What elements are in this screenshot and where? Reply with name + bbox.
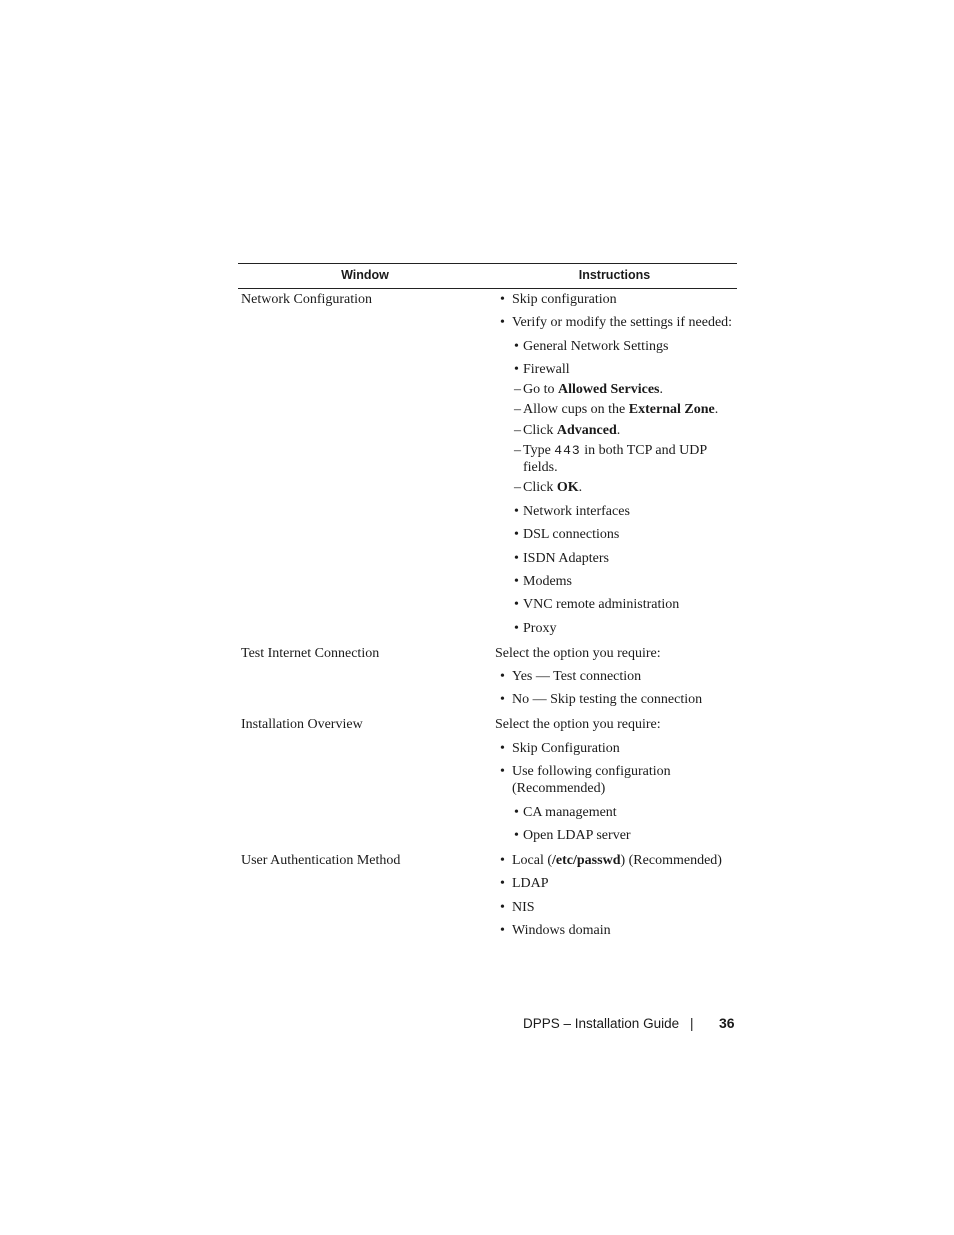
sub-item: Network interfaces: [523, 504, 630, 519]
header-instructions: Instructions: [578, 268, 651, 282]
list-item: LDAP: [512, 876, 549, 891]
step-item-continued: fields.: [523, 460, 558, 475]
footer-title: DPPS – Installation Guide: [523, 1016, 680, 1031]
instructions-table: [238, 263, 737, 289]
list-item: Use following configuration: [512, 764, 671, 779]
list-item: Skip Configuration: [512, 741, 620, 756]
step-item: Click Advanced.: [523, 423, 621, 438]
window-network-configuration: Network Configuration: [241, 292, 373, 307]
footer-separator: |: [690, 1016, 694, 1031]
bullet: •: [514, 527, 519, 542]
page-number: 36: [719, 1015, 735, 1031]
bullet: •: [500, 692, 505, 707]
bullet: •: [514, 551, 519, 566]
dash: –: [514, 480, 521, 495]
list-item: Windows domain: [512, 923, 611, 938]
step-item: Type 443 in both TCP and UDP: [523, 443, 708, 458]
list-item: No — Skip testing the connection: [512, 692, 703, 707]
dash: –: [514, 443, 521, 458]
sub-item: CA management: [523, 805, 617, 820]
window-test-internet-connection: Test Internet Connection: [241, 646, 380, 661]
list-item: Yes — Test connection: [512, 669, 642, 684]
dash: –: [514, 382, 521, 397]
bullet: •: [500, 315, 505, 330]
sub-item: Open LDAP server: [523, 828, 631, 843]
step-item: Click OK.: [523, 480, 583, 495]
dash: –: [514, 402, 521, 417]
sub-item: VNC remote administration: [523, 597, 680, 612]
bullet: •: [500, 876, 505, 891]
sub-item: Proxy: [523, 621, 557, 636]
sub-item: Firewall: [523, 362, 570, 377]
bullet: •: [514, 574, 519, 589]
bullet: •: [514, 339, 519, 354]
list-item-continued: (Recommended): [512, 781, 606, 796]
table-header: [238, 263, 737, 289]
bullet: •: [514, 362, 519, 377]
sub-item: Modems: [523, 574, 572, 589]
header-window: Window: [341, 268, 389, 282]
bullet: •: [500, 900, 505, 915]
bullet: •: [514, 621, 519, 636]
bullet: •: [514, 828, 519, 843]
window-user-authentication-method: User Authentication Method: [241, 853, 401, 868]
window-installation-overview: Installation Overview: [241, 717, 363, 732]
list-item: Skip configuration: [512, 292, 617, 307]
sub-item: ISDN Adapters: [523, 551, 609, 566]
bullet: •: [514, 805, 519, 820]
sub-item: DSL connections: [523, 527, 620, 542]
step-item: Go to Allowed Services.: [523, 382, 663, 397]
bullet: •: [500, 853, 505, 868]
list-item: NIS: [512, 900, 535, 915]
bullet: •: [500, 669, 505, 684]
bullet: •: [514, 504, 519, 519]
bullet: •: [500, 292, 505, 307]
dash: –: [514, 423, 521, 438]
bullet: •: [500, 923, 505, 938]
lead-text: Select the option you require:: [495, 646, 661, 661]
list-item: Local (/etc/passwd) (Recommended): [512, 853, 722, 868]
bullet: •: [500, 741, 505, 756]
bullet: •: [514, 597, 519, 612]
step-item: Allow cups on the External Zone.: [523, 402, 719, 417]
list-item: Verify or modify the settings if needed:: [512, 315, 733, 330]
lead-text: Select the option you require:: [495, 717, 661, 732]
sub-item: General Network Settings: [523, 339, 669, 354]
bullet: •: [500, 764, 505, 779]
